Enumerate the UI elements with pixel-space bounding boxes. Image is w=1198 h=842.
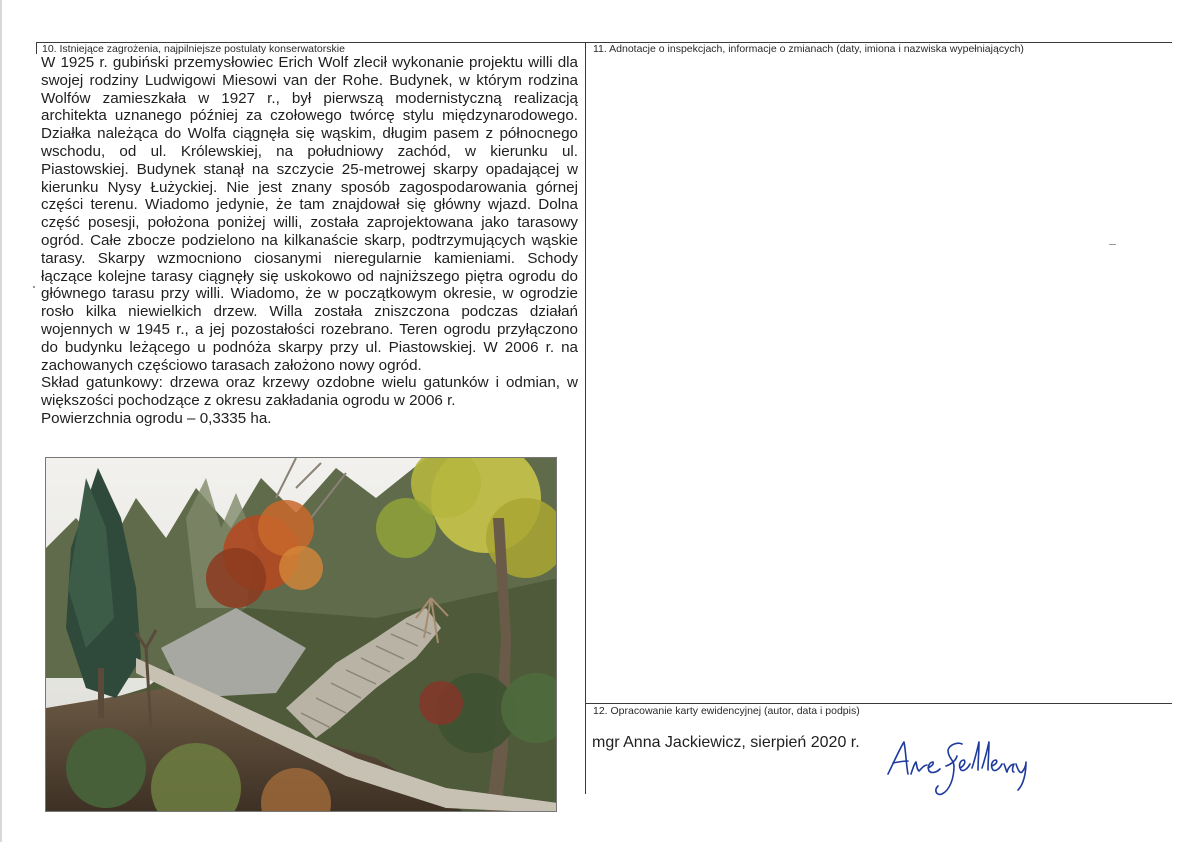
section-annotations-label: 11. Adnotacje o inspekcjach, informacje o zmianach (daty, imiona i nazwiska wypełniających) xyxy=(593,43,1024,55)
area-paragraph: Powierzchnia ogrodu – 0,3335 ha. xyxy=(41,409,272,427)
section-threats-body xyxy=(41,54,578,428)
column-divider xyxy=(585,42,586,794)
scan-speck xyxy=(33,286,35,288)
handwritten-signature xyxy=(884,738,1034,805)
scan-speck xyxy=(1109,244,1116,245)
species-paragraph: Skład gatunkowy: drzewa oraz krzewy ozdobne wielu gatunków i odmian, w większości pochodzące z okresu zakładania ogrodu w 2006 r. xyxy=(41,374,578,410)
left-column-border xyxy=(36,42,37,54)
section-author-label: 12. Opracowanie karty ewidencyjnej (autor, data i podpis) xyxy=(593,705,860,717)
scan-edge-shadow xyxy=(0,0,2,842)
terraced-garden-photo xyxy=(45,457,557,812)
author-section-rule xyxy=(586,703,1172,704)
card-author-text: mgr Anna Jackiewicz, sierpień 2020 r. xyxy=(592,734,860,751)
history-paragraph: W 1925 r. gubiński przemysłowiec Erich Wolf zlecił wykonanie projektu willi dla swojej rodziny Ludwigowi Miesowi van der Rohe. Budynek, w którym rodzina Wolfów zamieszkała w 1927 r., był pierwszą modernistyczną realizacją architekta uznanego później za czołowego twórcę stylu międzynarodowego. Działka należąca do Wolfa ciągnęła się wąskim, długim pasem z północnego wschodu, od ul. Królewskiej, na południowy zachód, w kierunku ul. Piastowskiej. Budynek stanął na szczycie 25-metrowej skarpy opadającej w kierunku Nysy Łużyckiej. Nie jest znany sposób zagospodarowania górnej części terenu. Wiadomo jedynie, że tam znajdował się główny wjazd. Dolna część posesji, położona poniżej willi, została zaprojektowana jako tarasowy ogród. Całe zbocze podzielono na kilkanaście skarp, podtrzymujących wąskie tarasy. Skarpy wzmocniono ciosanymi nieregularnie kamieniami. Schody łączące kolejne tarasy ciągnęły się uskokowo od najniższego piętra ogrodu do głównego tarasu przy willi. Wiadomo, że w początkowym okresie, w ogrodzie rosło kilka niewielkich drzew. Willa została zniszczona podczas działań wojennych w 1945 r., a jej pozostałości rozebrano. Teren ogrodu przyłączono do budynku leżącego u podnóża skarpy przy ul. Piastowskiej. W 2006 r. na zachowanych częściowo tarasach założono nowy ogród. xyxy=(41,54,578,374)
section-threats-label: 10. Istniejące zagrożenia, najpilniejsze postulaty konserwatorskie xyxy=(42,43,345,55)
